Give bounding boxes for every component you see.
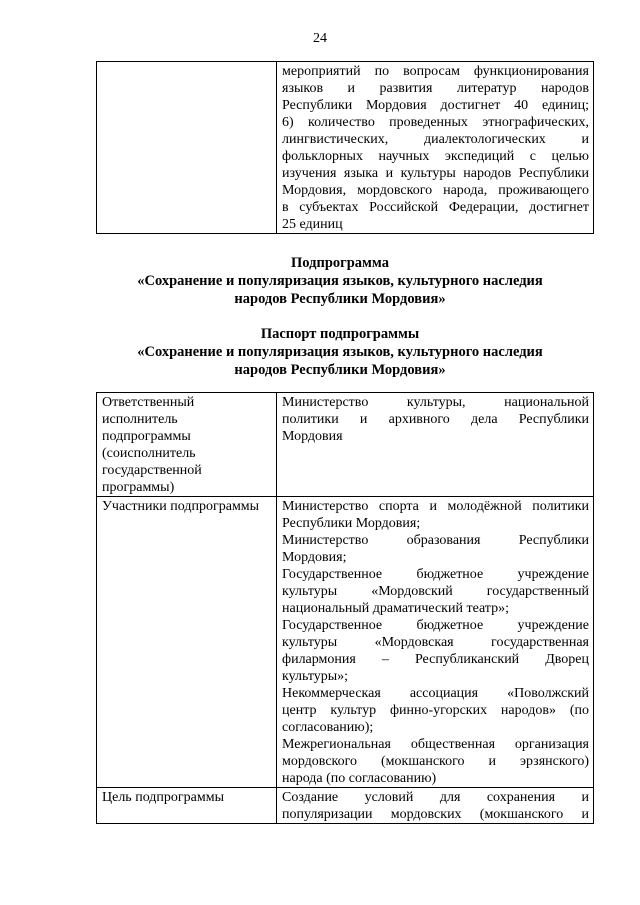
value-line: культуры «Мордовская государственная	[282, 635, 589, 650]
text-line: 25 единиц	[282, 217, 343, 232]
label-line: Ответственный	[102, 395, 195, 410]
text-line: языков и развития литератур народов	[282, 81, 589, 96]
value-line: Министерство образования Республики	[282, 533, 589, 548]
value-line: Мордовия	[282, 429, 343, 444]
label-line: подпрограммы	[102, 429, 191, 444]
value-line: народа (по согласованию)	[282, 771, 437, 786]
subprogram-heading	[0, 254, 640, 308]
value-line: популяризации мордовских (мокшанского и	[282, 807, 589, 822]
label-line: Цель подпрограммы	[102, 790, 224, 805]
value-line: согласованию);	[282, 720, 374, 735]
page-number: 24	[313, 31, 327, 46]
value-line: Министерство культуры, национальной	[282, 395, 589, 410]
value-line: политики и архивного дела Республики	[282, 412, 589, 427]
heading-line: Паспорт подпрограммы	[260, 326, 420, 342]
value-line: Министерство спорта и молодёжной политики	[282, 499, 589, 514]
row-label-cell	[97, 497, 277, 788]
label-line: государственной	[102, 463, 202, 478]
row-label-cell	[97, 393, 277, 497]
value-line: филармония – Республиканский Дворец	[282, 652, 589, 667]
value-line: Мордовия;	[282, 550, 347, 565]
text-line: изучения языка и культуры народов Республики	[282, 166, 589, 181]
value-line: культуры»;	[282, 669, 349, 684]
label-line: программы)	[102, 480, 175, 495]
label-line: исполнитель	[102, 412, 178, 427]
text-line: мероприятий по вопросам функционирования	[282, 64, 589, 79]
heading-line: «Сохранение и популяризация языков, культурного наследия	[137, 344, 543, 360]
value-line: Создание условий для сохранения и	[282, 790, 589, 805]
heading-line: «Сохранение и популяризация языков, культурного наследия	[137, 273, 543, 289]
continuation-table	[96, 61, 594, 234]
value-line: культуры «Мордовский государственный	[282, 584, 589, 599]
passport-table	[96, 392, 594, 824]
heading-line: народов Республики Мордовия»	[234, 291, 446, 307]
label-line: Участники подпрограммы	[102, 499, 260, 514]
text-line: фольклорных научных экспедиций с целью	[282, 149, 589, 164]
table-row	[97, 497, 594, 788]
table-row	[97, 788, 594, 824]
value-line: мордовского (мокшанского и эрзянского)	[282, 754, 589, 769]
value-line: Некоммерческая ассоциация «Поволжский	[282, 686, 589, 701]
table-row	[97, 393, 594, 497]
value-line: национальный драматический театр»;	[282, 601, 509, 616]
value-line: Республики Мордовия;	[282, 516, 421, 531]
value-line: Государственное бюджетное учреждение	[282, 567, 589, 582]
label-line: (соисполнитель	[102, 446, 196, 461]
text-line: 6) количество проведенных этнографических,	[282, 115, 589, 130]
row-label-cell	[97, 788, 277, 824]
continuation-label-cell	[97, 62, 277, 234]
text-line: Республики Мордовия достигнет 40 единиц;	[282, 98, 589, 113]
passport-heading	[0, 325, 640, 379]
row-value-cell	[277, 497, 594, 788]
value-line: Межрегиональная общественная организация	[282, 737, 589, 752]
heading-line: Подпрограмма	[291, 255, 389, 271]
text-line: в субъектах Российской Федерации, достигнет	[282, 200, 589, 215]
value-line: центр культур финно-угорских народов» (по	[282, 703, 589, 718]
heading-line: народов Республики Мордовия»	[234, 362, 446, 378]
row-value-cell	[277, 393, 594, 497]
row-value-cell	[277, 788, 594, 824]
continuation-text-cell	[277, 62, 594, 234]
text-line: лингвистических, диалектологических и	[282, 132, 589, 147]
value-line: Государственное бюджетное учреждение	[282, 618, 589, 633]
text-line: Мордовия, мордовского народа, проживающего	[282, 183, 589, 198]
